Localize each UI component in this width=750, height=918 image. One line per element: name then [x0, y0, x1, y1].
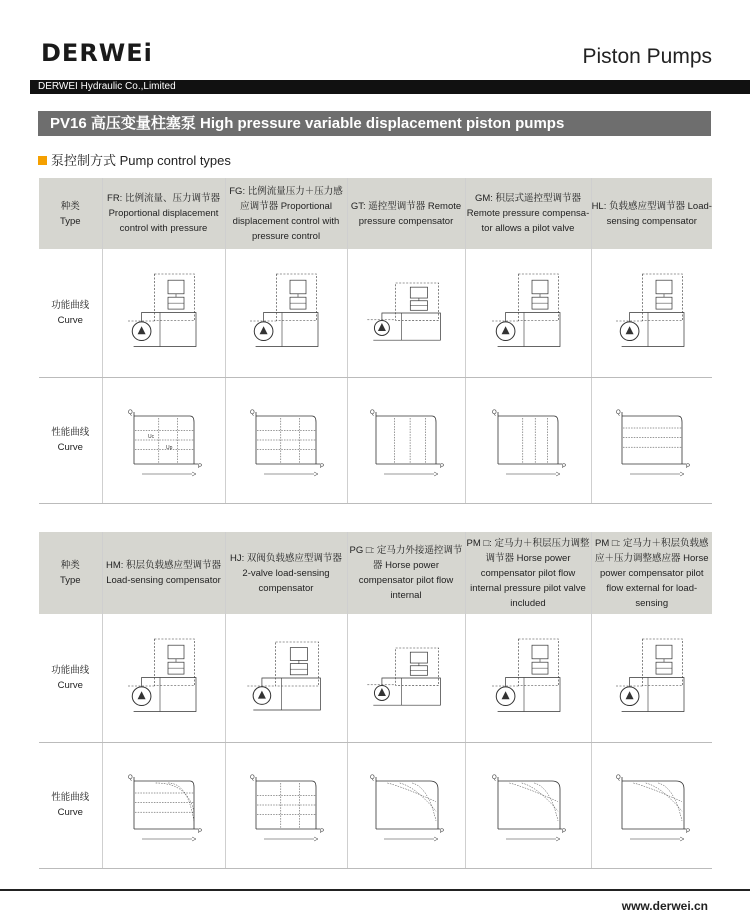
performance-curve-chart — [246, 402, 326, 478]
performance-curve-label: 性能曲线 Curve — [39, 377, 102, 503]
curve-cell — [102, 377, 225, 503]
performance-curve-chart — [366, 767, 446, 843]
svg-text:P: P — [685, 829, 690, 835]
svg-text:Q: Q — [250, 410, 255, 416]
curve-cell — [225, 742, 347, 868]
type-cell: GM: 积层式遥控型调节器 Remote pressure compensa-tor allows a pilot valve — [465, 178, 591, 249]
function-curve-label: 功能曲线 Curve — [39, 614, 102, 742]
subsection-label: 泵控制方式 Pump control types — [51, 153, 231, 168]
circuit-cell — [225, 249, 347, 377]
type-cell: FR: 比例流量、压力调节器 Proportional displacement control with pressure — [102, 178, 225, 249]
hydraulic-circuit-diagram — [363, 644, 449, 712]
type-cell: HM: 积层负载感应型调节器 Load-sensing compensator — [102, 532, 225, 614]
svg-text:P: P — [197, 464, 202, 470]
type-label: 种类 Type — [39, 178, 102, 249]
svg-text:P: P — [320, 464, 325, 470]
hydraulic-circuit-diagram — [488, 635, 568, 720]
performance-curve-chart — [612, 767, 692, 843]
circuit-cell — [102, 249, 225, 377]
hydraulic-circuit-diagram — [246, 270, 326, 355]
type-cell: PM □: 定马力＋积层负载感应＋压力调整感应器 Horse power compensator pilot flow external for load-sensing — [591, 532, 712, 614]
curve-cell — [347, 377, 465, 503]
svg-text:P: P — [562, 464, 567, 470]
svg-text:Q: Q — [370, 410, 375, 416]
hydraulic-circuit-diagram — [612, 635, 692, 720]
performance-curve-chart — [124, 767, 204, 843]
performance-curve-chart — [246, 767, 326, 843]
curve-cell — [102, 742, 225, 868]
performance-curve-chart — [488, 767, 568, 843]
performance-curve-chart — [124, 402, 204, 478]
performance-curve-chart — [366, 402, 446, 478]
curve-cell — [465, 377, 591, 503]
curve-cell — [591, 742, 712, 868]
website-url: www.derwei.cn — [621, 899, 708, 913]
circuit-cell — [465, 249, 591, 377]
square-bullet-icon — [38, 156, 47, 165]
footer-divider — [0, 889, 750, 891]
type-cell: HJ: 双阀负载感应型调节器 2-valve load-sensing compensator — [225, 532, 347, 614]
svg-text:Q: Q — [370, 775, 375, 781]
type-label: 种类 Type — [39, 532, 102, 614]
svg-text:Q: Q — [127, 775, 133, 781]
circuit-cell — [347, 249, 465, 377]
svg-text:Q: Q — [615, 410, 621, 416]
circuit-cell — [591, 614, 712, 742]
svg-text:Q: Q — [127, 410, 133, 416]
hydraulic-circuit-diagram — [243, 638, 329, 718]
control-types-table-1 — [39, 178, 712, 504]
svg-text:Q: Q — [492, 410, 497, 416]
company-bar: DERWEI Hydraulic Co.,Limited — [30, 80, 750, 94]
section-title: PV16 高压变量柱塞泵 High pressure variable displacement piston pumps — [38, 111, 711, 136]
svg-text:Up: Up — [165, 445, 172, 451]
svg-text:P: P — [440, 464, 445, 470]
hydraulic-circuit-diagram — [363, 279, 449, 347]
type-cell: GT: 遥控型调节器 Remote pressure compensator — [347, 178, 465, 249]
circuit-cell — [591, 249, 712, 377]
type-cell: PG □: 定马力外接遥控调节器 Horse power compensator pilot flow internal — [347, 532, 465, 614]
type-cell: PM □: 定马力＋积层压力调整调节器 Horse power compensator pilot flow internal pressure pilot valve included — [465, 532, 591, 614]
page-title: Piston Pumps — [582, 45, 712, 68]
curve-cell — [347, 742, 465, 868]
subsection-title — [38, 150, 231, 169]
svg-text:Q: Q — [250, 775, 255, 781]
performance-curve-chart — [612, 402, 692, 478]
circuit-cell — [102, 614, 225, 742]
svg-text:P: P — [685, 464, 690, 470]
hydraulic-circuit-diagram — [124, 635, 204, 720]
svg-text:P: P — [320, 829, 325, 835]
svg-text:Q: Q — [492, 775, 497, 781]
type-cell: FG: 比例流量压力＋压力感应调节器 Proportional displacement control with pressure control — [225, 178, 347, 249]
function-curve-label: 功能曲线 Curve — [39, 249, 102, 377]
performance-curve-chart — [488, 402, 568, 478]
control-types-table-2 — [39, 532, 712, 869]
hydraulic-circuit-diagram — [488, 270, 568, 355]
svg-text:Q: Q — [615, 775, 621, 781]
svg-text:Uc: Uc — [147, 434, 154, 440]
company-logo: DERWEi — [41, 39, 153, 67]
curve-cell — [591, 377, 712, 503]
svg-text:P: P — [562, 829, 567, 835]
circuit-cell — [225, 614, 347, 742]
curve-cell — [225, 377, 347, 503]
circuit-cell — [465, 614, 591, 742]
circuit-cell — [347, 614, 465, 742]
svg-text:P: P — [440, 829, 445, 835]
type-cell: HL: 负载感应型调节器 Load-sensing compensator — [591, 178, 712, 249]
svg-text:P: P — [197, 829, 202, 835]
performance-curve-label: 性能曲线 Curve — [39, 742, 102, 868]
hydraulic-circuit-diagram — [612, 270, 692, 355]
curve-cell — [465, 742, 591, 868]
hydraulic-circuit-diagram — [124, 270, 204, 355]
